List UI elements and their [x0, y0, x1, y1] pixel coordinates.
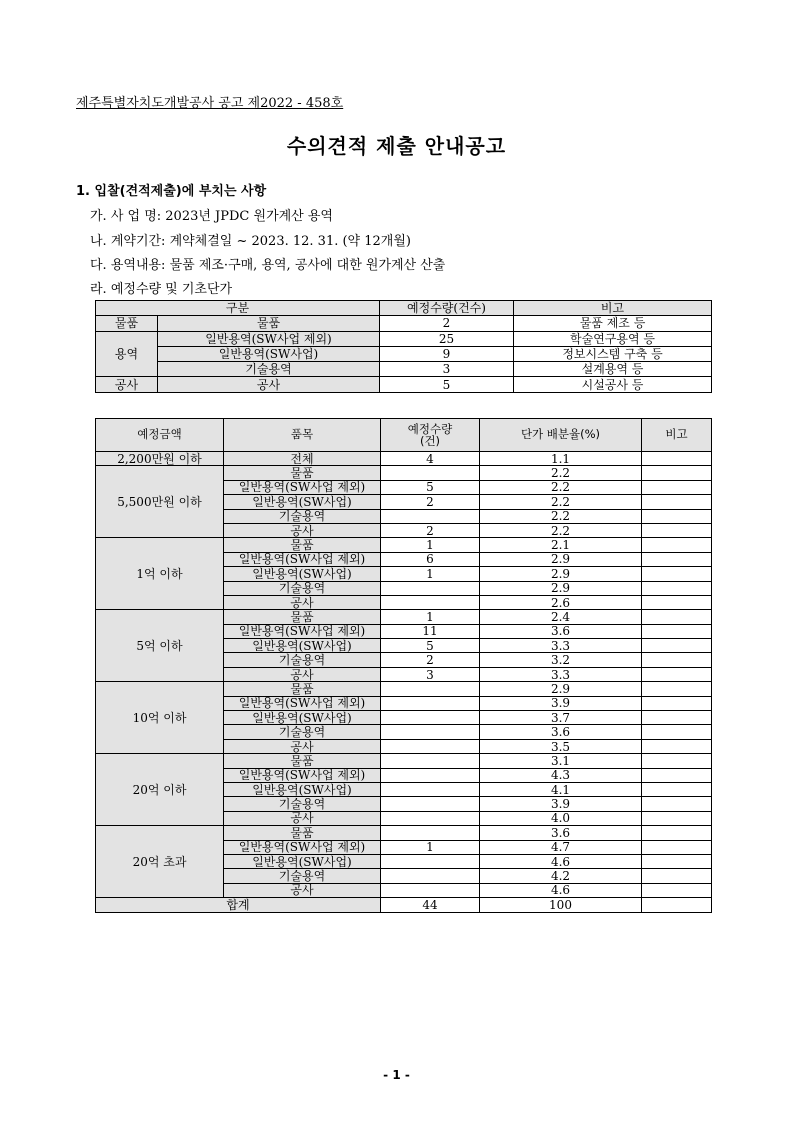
note-cell [642, 840, 712, 854]
table-row [96, 826, 712, 840]
ratio-cell: 3.5 [480, 739, 642, 753]
unit-price-table [95, 418, 712, 913]
note-cell [642, 768, 712, 782]
note-cell [642, 826, 712, 840]
ratio-cell: 4.3 [480, 768, 642, 782]
note-cell [642, 552, 712, 566]
note-cell [642, 797, 712, 811]
note-cell [642, 869, 712, 883]
total-quantity-cell: 44 [381, 898, 480, 912]
quantity-cell [381, 826, 480, 840]
ratio-cell: 3.1 [480, 754, 642, 768]
item-cell: 기술용역 [224, 509, 381, 523]
summary-note-cell: 물품 제조 등 [514, 316, 712, 331]
ratio-cell: 4.7 [480, 840, 642, 854]
summary-row [96, 377, 712, 392]
quantity-cell [381, 466, 480, 480]
item-contract-period: 나. 계약기간: 계약체결일 ~ 2023. 12. 31. (약 12개월) [90, 234, 411, 249]
item-cell: 일반용역(SW사업 제외) [224, 480, 381, 494]
note-cell [642, 782, 712, 796]
note-cell [642, 682, 712, 696]
quantity-cell: 2 [381, 523, 480, 537]
ratio-cell: 1.1 [480, 452, 642, 466]
quantity-cell: 6 [381, 552, 480, 566]
note-cell [642, 653, 712, 667]
ratio-cell: 4.6 [480, 883, 642, 897]
quantity-cell: 1 [381, 840, 480, 854]
detail-header-quantity: 예정수량 (건) [381, 419, 480, 452]
note-cell [642, 711, 712, 725]
quantity-cell [381, 883, 480, 897]
note-cell [642, 567, 712, 581]
item-cell: 일반용역(SW사업) [224, 711, 381, 725]
summary-row [96, 316, 712, 331]
note-cell [642, 538, 712, 552]
item-cell: 기술용역 [224, 725, 381, 739]
quantity-cell [381, 854, 480, 868]
summary-note-cell: 설계용역 등 [514, 362, 712, 377]
item-cell: 일반용역(SW사업) [224, 639, 381, 653]
quantity-cell [381, 739, 480, 753]
summary-name-cell: 공사 [158, 377, 380, 392]
item-cell: 기술용역 [224, 869, 381, 883]
summary-group-cell: 물품 [96, 316, 158, 331]
quantity-cell [381, 869, 480, 883]
quantity-cell [381, 754, 480, 768]
note-cell [642, 725, 712, 739]
item-cell: 일반용역(SW사업 제외) [224, 768, 381, 782]
note-cell [642, 495, 712, 509]
note-cell [642, 883, 712, 897]
quantity-cell: 1 [381, 610, 480, 624]
table-row [96, 754, 712, 768]
note-cell [642, 610, 712, 624]
item-cell: 물품 [224, 610, 381, 624]
item-cell: 전체 [224, 452, 381, 466]
item-cell: 공사 [224, 667, 381, 681]
note-cell [642, 639, 712, 653]
ratio-cell: 3.9 [480, 696, 642, 710]
summary-note-cell: 학술연구용역 등 [514, 331, 712, 346]
summary-row [96, 331, 712, 346]
summary-group-cell: 용역 [96, 331, 158, 377]
quantity-cell: 2 [381, 653, 480, 667]
summary-table [95, 300, 712, 393]
detail-header-note: 비고 [642, 419, 712, 452]
quantity-cell: 4 [381, 452, 480, 466]
page-number: - 1 - [383, 1068, 410, 1082]
amount-range-cell: 20억 이하 [96, 754, 224, 826]
note-cell [642, 466, 712, 480]
unit-price-table-body [96, 452, 712, 913]
item-cell: 기술용역 [224, 653, 381, 667]
summary-header-note: 비고 [514, 301, 712, 316]
summary-name-cell: 일반용역(SW사업) [158, 346, 380, 361]
quantity-cell: 5 [381, 639, 480, 653]
item-cell: 물품 [224, 682, 381, 696]
quantity-cell [381, 797, 480, 811]
note-cell [642, 480, 712, 494]
ratio-cell: 3.6 [480, 624, 642, 638]
summary-table-body [96, 316, 712, 392]
quantity-cell [381, 696, 480, 710]
ratio-cell: 3.3 [480, 667, 642, 681]
ratio-cell: 2.2 [480, 480, 642, 494]
ratio-cell: 3.9 [480, 797, 642, 811]
summary-name-cell: 기술용역 [158, 362, 380, 377]
ratio-cell: 2.4 [480, 610, 642, 624]
item-cell: 공사 [224, 739, 381, 753]
table-row [96, 610, 712, 624]
note-cell [642, 509, 712, 523]
item-cell: 일반용역(SW사업) [224, 854, 381, 868]
item-cell: 일반용역(SW사업 제외) [224, 624, 381, 638]
item-project-name: 가. 사 업 명: 2023년 JPDC 원가계산 용역 [90, 209, 333, 224]
item-cell: 일반용역(SW사업 제외) [224, 696, 381, 710]
amount-range-cell: 20억 초과 [96, 826, 224, 898]
quantity-cell [381, 725, 480, 739]
detail-header-ratio: 단가 배분율(%) [480, 419, 642, 452]
quantity-cell [381, 782, 480, 796]
summary-note-cell: 정보시스템 구축 등 [514, 346, 712, 361]
quantity-cell [381, 768, 480, 782]
quantity-cell [381, 682, 480, 696]
note-cell [642, 754, 712, 768]
ratio-cell: 2.9 [480, 567, 642, 581]
section-heading: 1. 입찰(견적제출)에 부치는 사항 [76, 184, 267, 199]
ratio-cell: 3.6 [480, 725, 642, 739]
item-cell: 물품 [224, 826, 381, 840]
detail-header-amount: 예정금액 [96, 419, 224, 452]
total-label-cell: 합계 [96, 898, 381, 912]
summary-name-cell: 물품 [158, 316, 380, 331]
ratio-cell: 2.9 [480, 552, 642, 566]
ratio-cell: 4.2 [480, 869, 642, 883]
item-cell: 일반용역(SW사업 제외) [224, 840, 381, 854]
item-cell: 일반용역(SW사업 제외) [224, 552, 381, 566]
item-cell: 기술용역 [224, 581, 381, 595]
ratio-cell: 2.1 [480, 538, 642, 552]
item-cell: 일반용역(SW사업) [224, 782, 381, 796]
total-row [96, 898, 712, 912]
note-cell [642, 739, 712, 753]
table-row [96, 466, 712, 480]
quantity-cell: 11 [381, 624, 480, 638]
ratio-cell: 2.2 [480, 495, 642, 509]
ratio-cell: 4.0 [480, 811, 642, 825]
summary-name-cell: 일반용역(SW사업 제외) [158, 331, 380, 346]
summary-quantity-cell: 9 [380, 346, 514, 361]
item-cell: 기술용역 [224, 797, 381, 811]
quantity-cell [381, 595, 480, 609]
summary-row [96, 362, 712, 377]
amount-range-cell: 2,200만원 이하 [96, 452, 224, 466]
summary-header-category: 구분 [96, 301, 380, 316]
detail-header-item: 품목 [224, 419, 381, 452]
total-ratio-cell: 100 [480, 898, 642, 912]
item-cell: 공사 [224, 811, 381, 825]
document-title: 수의견적 제출 안내공고 [286, 134, 507, 158]
ratio-cell: 2.9 [480, 682, 642, 696]
summary-quantity-cell: 2 [380, 316, 514, 331]
ratio-cell: 2.2 [480, 523, 642, 537]
note-cell [642, 624, 712, 638]
quantity-cell: 1 [381, 538, 480, 552]
item-cell: 공사 [224, 883, 381, 897]
item-cell: 물품 [224, 466, 381, 480]
item-cell: 물품 [224, 754, 381, 768]
quantity-cell: 3 [381, 667, 480, 681]
note-cell [642, 667, 712, 681]
note-cell [642, 696, 712, 710]
note-cell [642, 452, 712, 466]
summary-group-cell: 공사 [96, 377, 158, 392]
amount-range-cell: 10억 이하 [96, 682, 224, 754]
item-cell: 일반용역(SW사업) [224, 495, 381, 509]
ratio-cell: 4.6 [480, 854, 642, 868]
summary-header-quantity: 예정수량(건수) [380, 301, 514, 316]
note-cell [642, 811, 712, 825]
ratio-cell: 2.2 [480, 466, 642, 480]
item-cell: 공사 [224, 595, 381, 609]
ratio-cell: 2.9 [480, 581, 642, 595]
amount-range-cell: 5억 이하 [96, 610, 224, 682]
ratio-cell: 4.1 [480, 782, 642, 796]
ratio-cell: 2.2 [480, 509, 642, 523]
quantity-cell [381, 509, 480, 523]
quantity-cell [381, 811, 480, 825]
note-cell [642, 595, 712, 609]
summary-row [96, 346, 712, 361]
note-cell [642, 854, 712, 868]
ratio-cell: 3.6 [480, 826, 642, 840]
ratio-cell: 2.6 [480, 595, 642, 609]
quantity-cell: 5 [381, 480, 480, 494]
summary-quantity-cell: 5 [380, 377, 514, 392]
note-cell [642, 523, 712, 537]
item-cell: 공사 [224, 523, 381, 537]
amount-range-cell: 5,500만원 이하 [96, 466, 224, 538]
item-quantity-price: 라. 예정수량 및 기초단가 [90, 282, 233, 297]
table-row [96, 452, 712, 466]
quantity-cell [381, 581, 480, 595]
summary-quantity-cell: 3 [380, 362, 514, 377]
note-cell [642, 581, 712, 595]
summary-note-cell: 시설공사 등 [514, 377, 712, 392]
item-service-content: 다. 용역내용: 물품 제조·구매, 용역, 공사에 대한 원가계산 산출 [90, 258, 446, 273]
ratio-cell: 3.7 [480, 711, 642, 725]
item-cell: 일반용역(SW사업) [224, 567, 381, 581]
quantity-cell [381, 711, 480, 725]
table-row [96, 682, 712, 696]
item-cell: 물품 [224, 538, 381, 552]
notice-number: 제주특별자치도개발공사 공고 제2022 - 458호 [76, 96, 344, 111]
ratio-cell: 3.2 [480, 653, 642, 667]
ratio-cell: 3.3 [480, 639, 642, 653]
quantity-cell: 2 [381, 495, 480, 509]
table-row [96, 538, 712, 552]
summary-quantity-cell: 25 [380, 331, 514, 346]
amount-range-cell: 1억 이하 [96, 538, 224, 610]
quantity-cell: 1 [381, 567, 480, 581]
total-note-cell [642, 898, 712, 912]
